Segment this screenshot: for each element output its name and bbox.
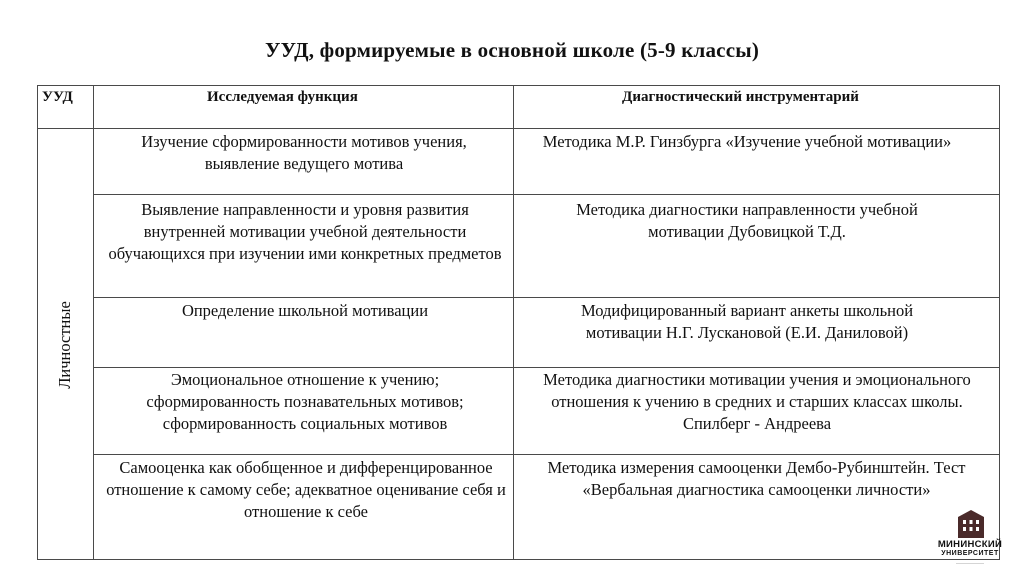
function-cell: Выявление направленности и уровня развития внутренней мотивации учебной деятельности обучающихся при изучении ими конкретных предметов [108,200,502,263]
tools-cell: Методика диагностики мотивации учения и эмоционального отношения к учению в средних и старших классах школы. Спилберг - Андреева [543,370,971,433]
tools-cell: Методика диагностики направленности учебной мотивации Дубовицкой Т.Д. [576,200,918,241]
university-logo [930,510,1010,570]
row-divider [93,367,1000,368]
logo-subtitle: УНИВЕРСИТЕТ [941,550,999,557]
function-cell: Изучение сформированности мотивов учения, выявление ведущего мотива [141,132,467,173]
header-tools: Диагностический инструментарий [622,89,859,105]
header-function: Исследуемая функция [207,89,358,105]
tools-cell: Методика измерения самооценки Дембо-Рубинштейн. Тест «Вербальная диагностика самооценки личности» [547,458,966,499]
row-divider [93,194,1000,195]
header-uud: УУД [42,89,73,105]
column-divider [93,85,94,560]
row-divider [93,454,1000,455]
page-title: УУД, формируемые в основной школе (5-9 классы) [264,38,760,62]
table-border-bottom [37,559,1000,560]
uud-table [37,85,1000,560]
function-cell: Эмоциональное отношение к учению; сформированность познавательных мотивов; сформированность социальных мотивов [146,370,464,433]
row-divider [93,297,1000,298]
logo-tagline: ——————— [956,560,984,565]
category-cell [37,129,93,560]
tools-cell: Методика М.Р. Гинзбурга «Изучение учебной мотивации» [542,132,952,151]
tools-cell: Модифицированный вариант анкеты школьной мотивации Н.Г. Лускановой (Е.И. Даниловой) [580,301,914,342]
building-icon [958,510,984,538]
category-label: Личностные [55,300,74,389]
function-cell: Самооценка как обобщенное и дифференцированное отношение к самому себе; адекватное оценивание себя и отношение к себе [106,458,506,521]
function-cell: Определение школьной мотивации [181,301,429,320]
logo-name: МИНИНСКИЙ [937,539,1003,550]
table-border-right [999,85,1000,560]
